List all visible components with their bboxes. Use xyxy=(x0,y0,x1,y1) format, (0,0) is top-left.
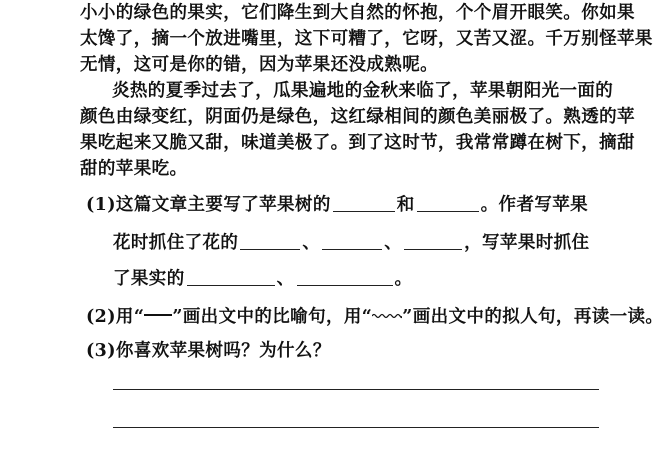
wavy-line-mark xyxy=(372,313,402,319)
answer-blank-7[interactable] xyxy=(297,269,393,286)
question-1-text-d: 花时抓住了花的 xyxy=(113,233,239,253)
question-1-text-a: (1)这篇文章主要写了苹果树的 xyxy=(86,195,331,215)
answer-blank-5[interactable] xyxy=(404,233,462,250)
question-1-text-c: 。作者写苹果 xyxy=(480,195,589,215)
question-2-text-b: ”画出文中的比喻句，用“ xyxy=(172,307,373,327)
answer-line-1[interactable] xyxy=(113,389,599,390)
question-1-line-1 xyxy=(86,194,588,216)
answer-blank-4[interactable] xyxy=(322,233,382,250)
question-3: (3)你喜欢苹果树吗？为什么？ xyxy=(86,341,331,361)
question-2-text-a: (2)用“ xyxy=(86,307,145,327)
passage-line-6: 果吃起来又脆又甜，味道美极了。到了这时节，我常常蹲在树下，摘甜 xyxy=(80,133,635,153)
passage-line-7: 甜的苹果吃。 xyxy=(80,159,188,179)
answer-blank-2[interactable] xyxy=(417,195,479,212)
answer-blank-1[interactable] xyxy=(333,195,395,212)
question-1-text-b: 和 xyxy=(396,195,415,215)
passage-line-5: 颜色由绿变红，阴面仍是绿色，这红绿相间的颜色美丽极了。熟透的苹 xyxy=(80,107,635,127)
separator-2: 、 xyxy=(384,233,403,253)
question-2 xyxy=(86,306,663,328)
passage-line-1: 小小的绿色的果实，它们降生到大自然的怀抱，个个眉开眼笑。你如果 xyxy=(80,3,635,23)
passage-line-3: 无情，这可是你的错，因为苹果还没成熟呢。 xyxy=(80,55,438,75)
passage-line-4: 炎热的夏季过去了，瓜果遍地的金秋来临了，苹果朝阳光一面的 xyxy=(112,81,614,101)
question-1-text-g: 。 xyxy=(394,269,413,289)
answer-blank-6[interactable] xyxy=(187,269,275,286)
question-1-text-f: 了果实的 xyxy=(113,269,185,289)
answer-line-2[interactable] xyxy=(113,427,599,428)
question-1-line-2 xyxy=(113,232,589,254)
question-1-line-3 xyxy=(113,268,412,290)
question-2-text-c: ”画出文中的拟人句，再读一读。 xyxy=(402,307,664,327)
separator-3: 、 xyxy=(276,269,295,289)
passage-line-2: 太馋了，摘一个放进嘴里，这下可糟了，它呀，又苦又涩。千万别怪苹果 xyxy=(80,29,653,49)
question-1-text-e: ，写苹果时抓住 xyxy=(464,233,590,253)
solid-line-mark xyxy=(144,314,172,316)
answer-blank-3[interactable] xyxy=(240,233,300,250)
separator-1: 、 xyxy=(302,233,321,253)
